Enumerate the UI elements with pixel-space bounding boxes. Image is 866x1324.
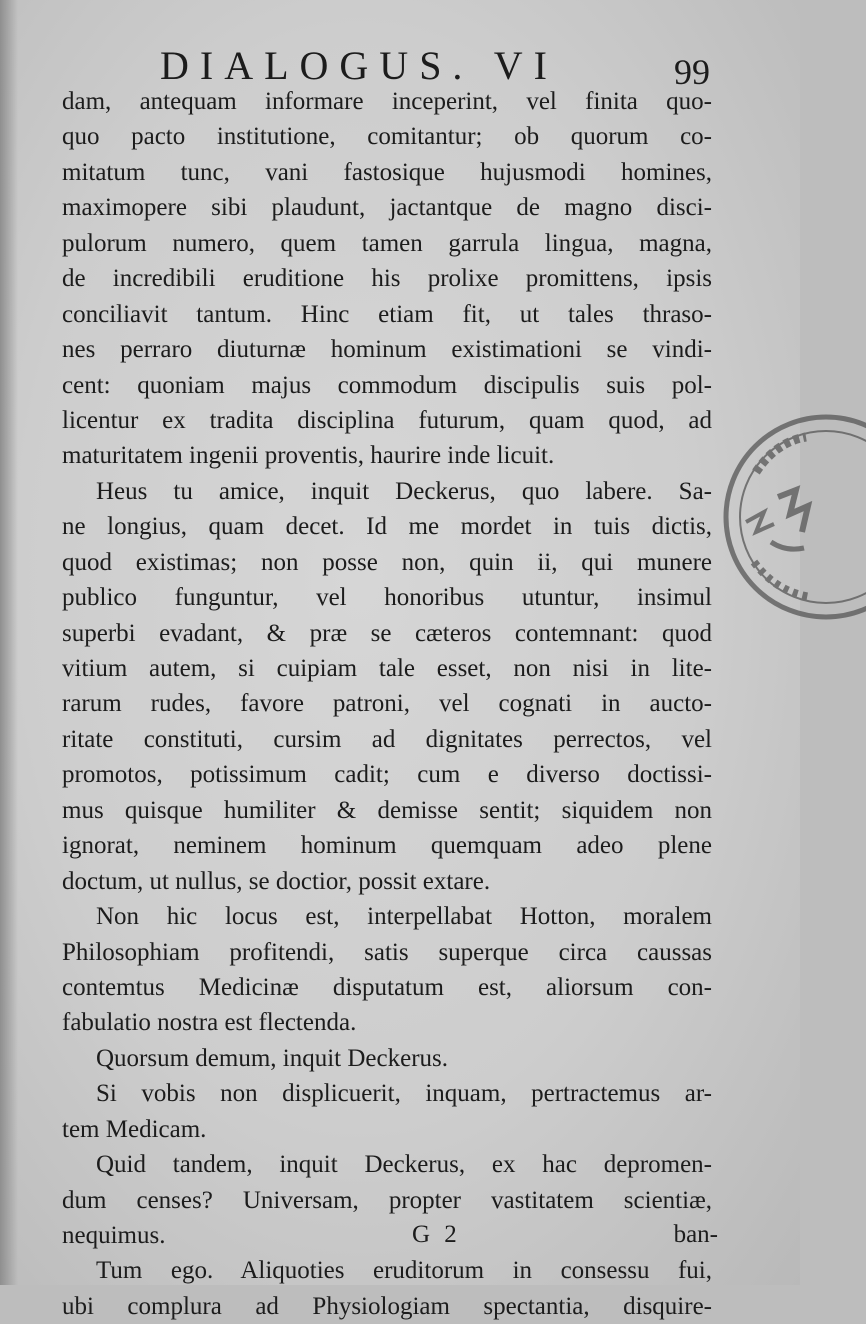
- text-line: rarum rudes, favore patroni, vel cognati in aucto-: [62, 690, 712, 718]
- running-title: DIALOGUS. VI: [160, 43, 558, 88]
- text-line: licentur ex tradita disciplina futurum, quam quod, ad: [62, 406, 712, 434]
- text-line: dum censes? Universam, propter vastitatem scientiæ,: [62, 1186, 712, 1214]
- catchword: ban-: [673, 1221, 718, 1248]
- text-line: superbi evadant, & præ se cæteros contemnant: quod: [62, 619, 712, 647]
- text-line: publico funguntur, vel honoribus utuntur, insimul: [62, 584, 712, 612]
- text-line: doctum, ut nullus, se doctior, possit extare.: [62, 867, 491, 895]
- text-line: Heus tu amice, inquit Deckerus, quo labere. Sa-: [96, 477, 712, 505]
- text-line: nes perraro diuturnæ hominum existimationi se vindi-: [62, 336, 712, 364]
- text-line: Philosophiam profitendi, satis superque circa caussas: [62, 938, 712, 966]
- text-line: mitatum tunc, vani fastosique hujusmodi homines,: [62, 158, 712, 186]
- text-line: maximopere sibi plaudunt, jactantque de magno disci-: [62, 194, 712, 222]
- page-edge-shadow: [0, 0, 18, 1285]
- text-line: Non hic locus est, interpellabat Hotton, moralem: [96, 903, 712, 931]
- page-footer: [62, 1215, 718, 1255]
- text-line: contemtus Medicinæ disputatum est, aliorsum con-: [62, 973, 712, 1001]
- text-line: dam, antequam informare inceperint, vel finita quo-: [62, 88, 712, 115]
- text-line: quo pacto institutione, comitantur; ob quorum co-: [62, 123, 712, 151]
- text-line: Quorsum demum, inquit Deckerus.: [96, 1044, 449, 1072]
- text-line: fabulatio nostra est flectenda.: [62, 1009, 357, 1037]
- text-line: ubi complura ad Physiologiam spectantia, disquire-: [62, 1292, 712, 1320]
- text-line: mus quisque humiliter & demisse sentit; siquidem non: [62, 796, 712, 824]
- text-line: quod existimas; non posse non, quin ii, qui munere: [62, 548, 712, 576]
- text-line: nequimus.: [62, 1222, 166, 1249]
- text-line: vitium autem, si cuipiam tale esset, non nisi in lite-: [62, 655, 712, 682]
- signature-mark: G 2: [412, 1221, 461, 1248]
- text-line: Si vobis non displicuerit, inquam, pertractemus ar-: [96, 1080, 712, 1108]
- text-line: Tum ego. Aliquoties eruditorum in consessu fui,: [96, 1257, 712, 1285]
- text-line: maturitatem ingenii proventis, haurire inde licuit.: [62, 442, 555, 470]
- text-line: tem Medicam.: [62, 1115, 207, 1143]
- page-number: 99: [674, 52, 710, 92]
- text-line: de incredibili eruditione his prolixe promittens, ipsis: [62, 265, 712, 293]
- text-line: ne longius, quam decet. Id me mordet in tuis dictis,: [62, 513, 712, 541]
- text-line: conciliavit tantum. Hinc etiam fit, ut tales thraso-: [62, 300, 712, 328]
- text-line: promotos, potissimum cadit; cum e diverso doctissi-: [62, 761, 712, 789]
- text-line: cent: quoniam majus commodum discipulis suis pol-: [62, 371, 712, 399]
- text-line: pulorum numero, quem tamen garrula lingua, magna,: [62, 229, 712, 257]
- text-line: ignorat, neminem hominum quemquam adeo plene: [62, 832, 712, 860]
- text-line: Quid tandem, inquit Deckerus, ex hac depromen-: [96, 1151, 712, 1179]
- body-text: [62, 84, 712, 1324]
- text-line: ritate constituti, cursim ad dignitates perrectos, vel: [62, 725, 712, 753]
- library-stamp-icon: [716, 402, 866, 632]
